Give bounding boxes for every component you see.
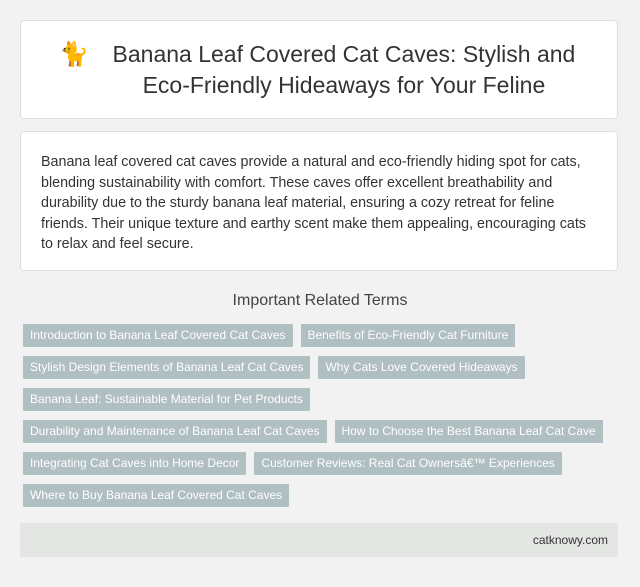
title-card [20,20,618,119]
related-terms-row [23,484,623,507]
related-term-tag[interactable]: Benefits of Eco-Friendly Cat Furniture [301,324,516,347]
related-terms-row [23,388,623,411]
footer [20,523,618,557]
related-terms-row [23,356,623,379]
description-text: Banana leaf covered cat caves provide a natural and eco-friendly hiding spot for cats, blending sustainability with comfort. These caves offer excellent breathability and durability due to the sturdy banana leaf material, ensuring a cozy retreat for feline friends. Their unique texture and earthy scent make them appealing, encouraging cats to relax and feel secure. [41,154,586,253]
related-terms-row [23,452,623,475]
related-terms-row [23,324,623,347]
related-terms-row [23,420,623,443]
related-term-tag[interactable]: Stylish Design Elements of Banana Leaf Cat Caves [23,356,310,379]
related-terms-list [23,324,623,516]
cat-icon: 🐈 [59,40,89,68]
related-term-tag[interactable]: Integrating Cat Caves into Home Decor [23,452,246,475]
related-term-tag[interactable]: Durability and Maintenance of Banana Leaf Cat Caves [23,420,327,443]
related-term-tag[interactable]: Introduction to Banana Leaf Covered Cat Caves [23,324,293,347]
page-title: Banana Leaf Covered Cat Caves: Stylish and Eco-Friendly Hideaways for Your Feline [112,40,576,98]
related-term-tag[interactable]: Customer Reviews: Real Cat Ownersâ€™ Experiences [254,452,561,475]
related-term-tag[interactable]: How to Choose the Best Banana Leaf Cat Cave [335,420,603,443]
related-term-tag[interactable]: Why Cats Love Covered Hideaways [318,356,524,379]
footer-site-link[interactable]: catknowy.com [532,533,608,547]
related-term-tag[interactable]: Banana Leaf: Sustainable Material for Pet Products [23,388,310,411]
related-terms-heading: Important Related Terms [232,292,408,309]
description-card [20,131,618,271]
related-term-tag[interactable]: Where to Buy Banana Leaf Covered Cat Caves [23,484,289,507]
title-wrap [59,39,579,101]
